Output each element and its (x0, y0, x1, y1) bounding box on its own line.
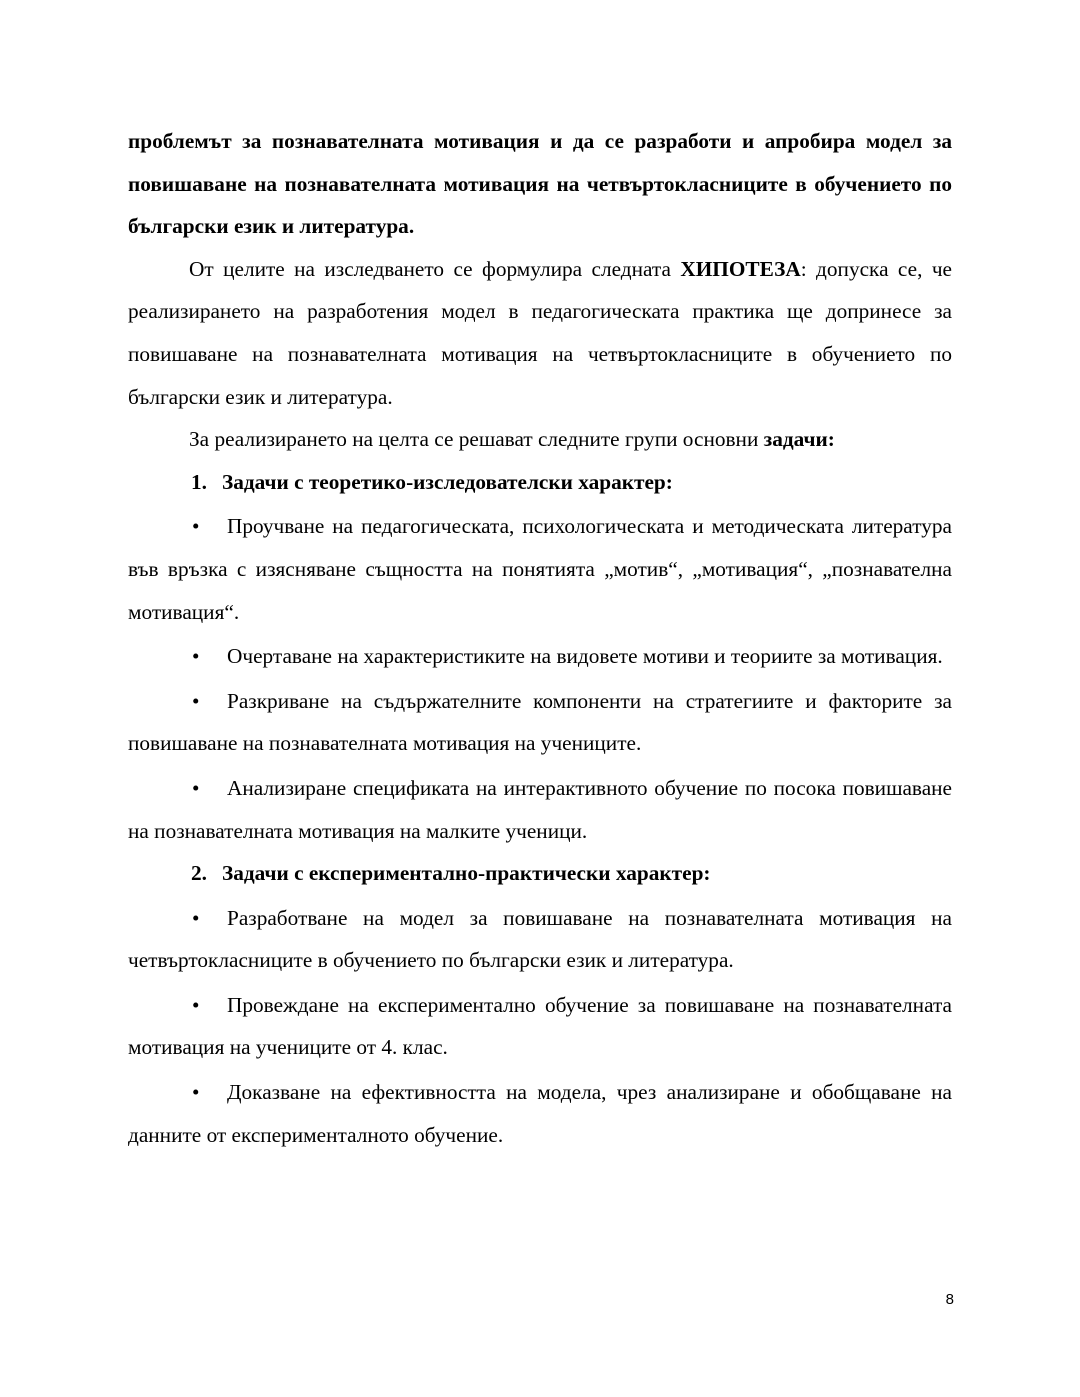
list-item (128, 505, 952, 633)
document-body (128, 120, 952, 1156)
bullet-icon: • (192, 992, 200, 1017)
hypothesis-text: : допуска се, че реализирането на разработения модел в педагогическата практика ще допринесе за повишаване на познавателната мотивация на четвъртокласниците в обучението по български език и литература. (128, 256, 952, 409)
list-item-text: Проучване на педагогическата, психологическата и методическата литература във връзка с изясняване същността на понятията „мотив“, „мотивация“, „познавателна мотивация“. (128, 514, 952, 624)
page-number: 8 (945, 1291, 954, 1308)
bullet-icon: • (192, 514, 200, 539)
list-item-text: Доказване на ефективността на модела, чрез анализиране и обобщаване на данните от експерименталното обучение. (128, 1080, 952, 1147)
tasks-intro-paragraph (128, 418, 952, 461)
intro-paragraph: проблемът за познавателната мотивация и да се разработи и апробира модел за повишаване на познавателната мотивация на четвъртокласниците в обучението по български език и литература. (128, 129, 952, 239)
tasks-intro-keyword: задачи: (763, 427, 835, 452)
list-item (128, 680, 952, 765)
list-item-text: Очертаване на характеристиките на видовете мотиви и теориите за мотивация. (227, 644, 943, 669)
task-group-title: Задачи с експериментално-практически характер: (222, 861, 711, 886)
task-group-title: Задачи с теоретико-изследователски характер: (222, 469, 673, 494)
task-group-number: 2. (191, 861, 207, 886)
bullet-icon: • (192, 644, 200, 669)
tasks-intro-lead: За реализирането на целта се решават следните групи основни (189, 427, 764, 452)
task-group-heading-2 (191, 852, 952, 895)
bullet-icon: • (192, 905, 200, 930)
list-item (128, 767, 952, 852)
task-group-number: 1. (191, 469, 207, 494)
bullet-icon: • (192, 775, 200, 800)
list-item-text: Анализиране спецификата на интерактивното обучение по посока повишаване на познавателната мотивация на малките ученици. (128, 775, 952, 843)
task-group-heading-1 (191, 461, 952, 504)
list-item (128, 1071, 952, 1156)
list-item-text: Провеждане на експериментално обучение за повишаване на познавателната мотивация на учениците от 4. клас. (128, 992, 952, 1060)
list-item (128, 984, 952, 1069)
list-item (128, 635, 952, 678)
list-item (128, 897, 952, 982)
hypothesis-keyword: ХИПОТЕЗА (680, 256, 801, 281)
bullet-icon: • (192, 688, 200, 713)
hypothesis-lead: От целите на изследването се формулира следната (189, 256, 681, 281)
list-item-text: Разработване на модел за повишаване на познавателната мотивация на четвъртокласниците в обучението по български език и литература. (128, 905, 952, 973)
list-item-text: Разкриване на съдържателните компоненти на стратегиите и факторите за повишаване на познавателната мотивация на учениците. (128, 688, 952, 756)
bullet-icon: • (192, 1080, 200, 1105)
hypothesis-paragraph (128, 248, 952, 418)
